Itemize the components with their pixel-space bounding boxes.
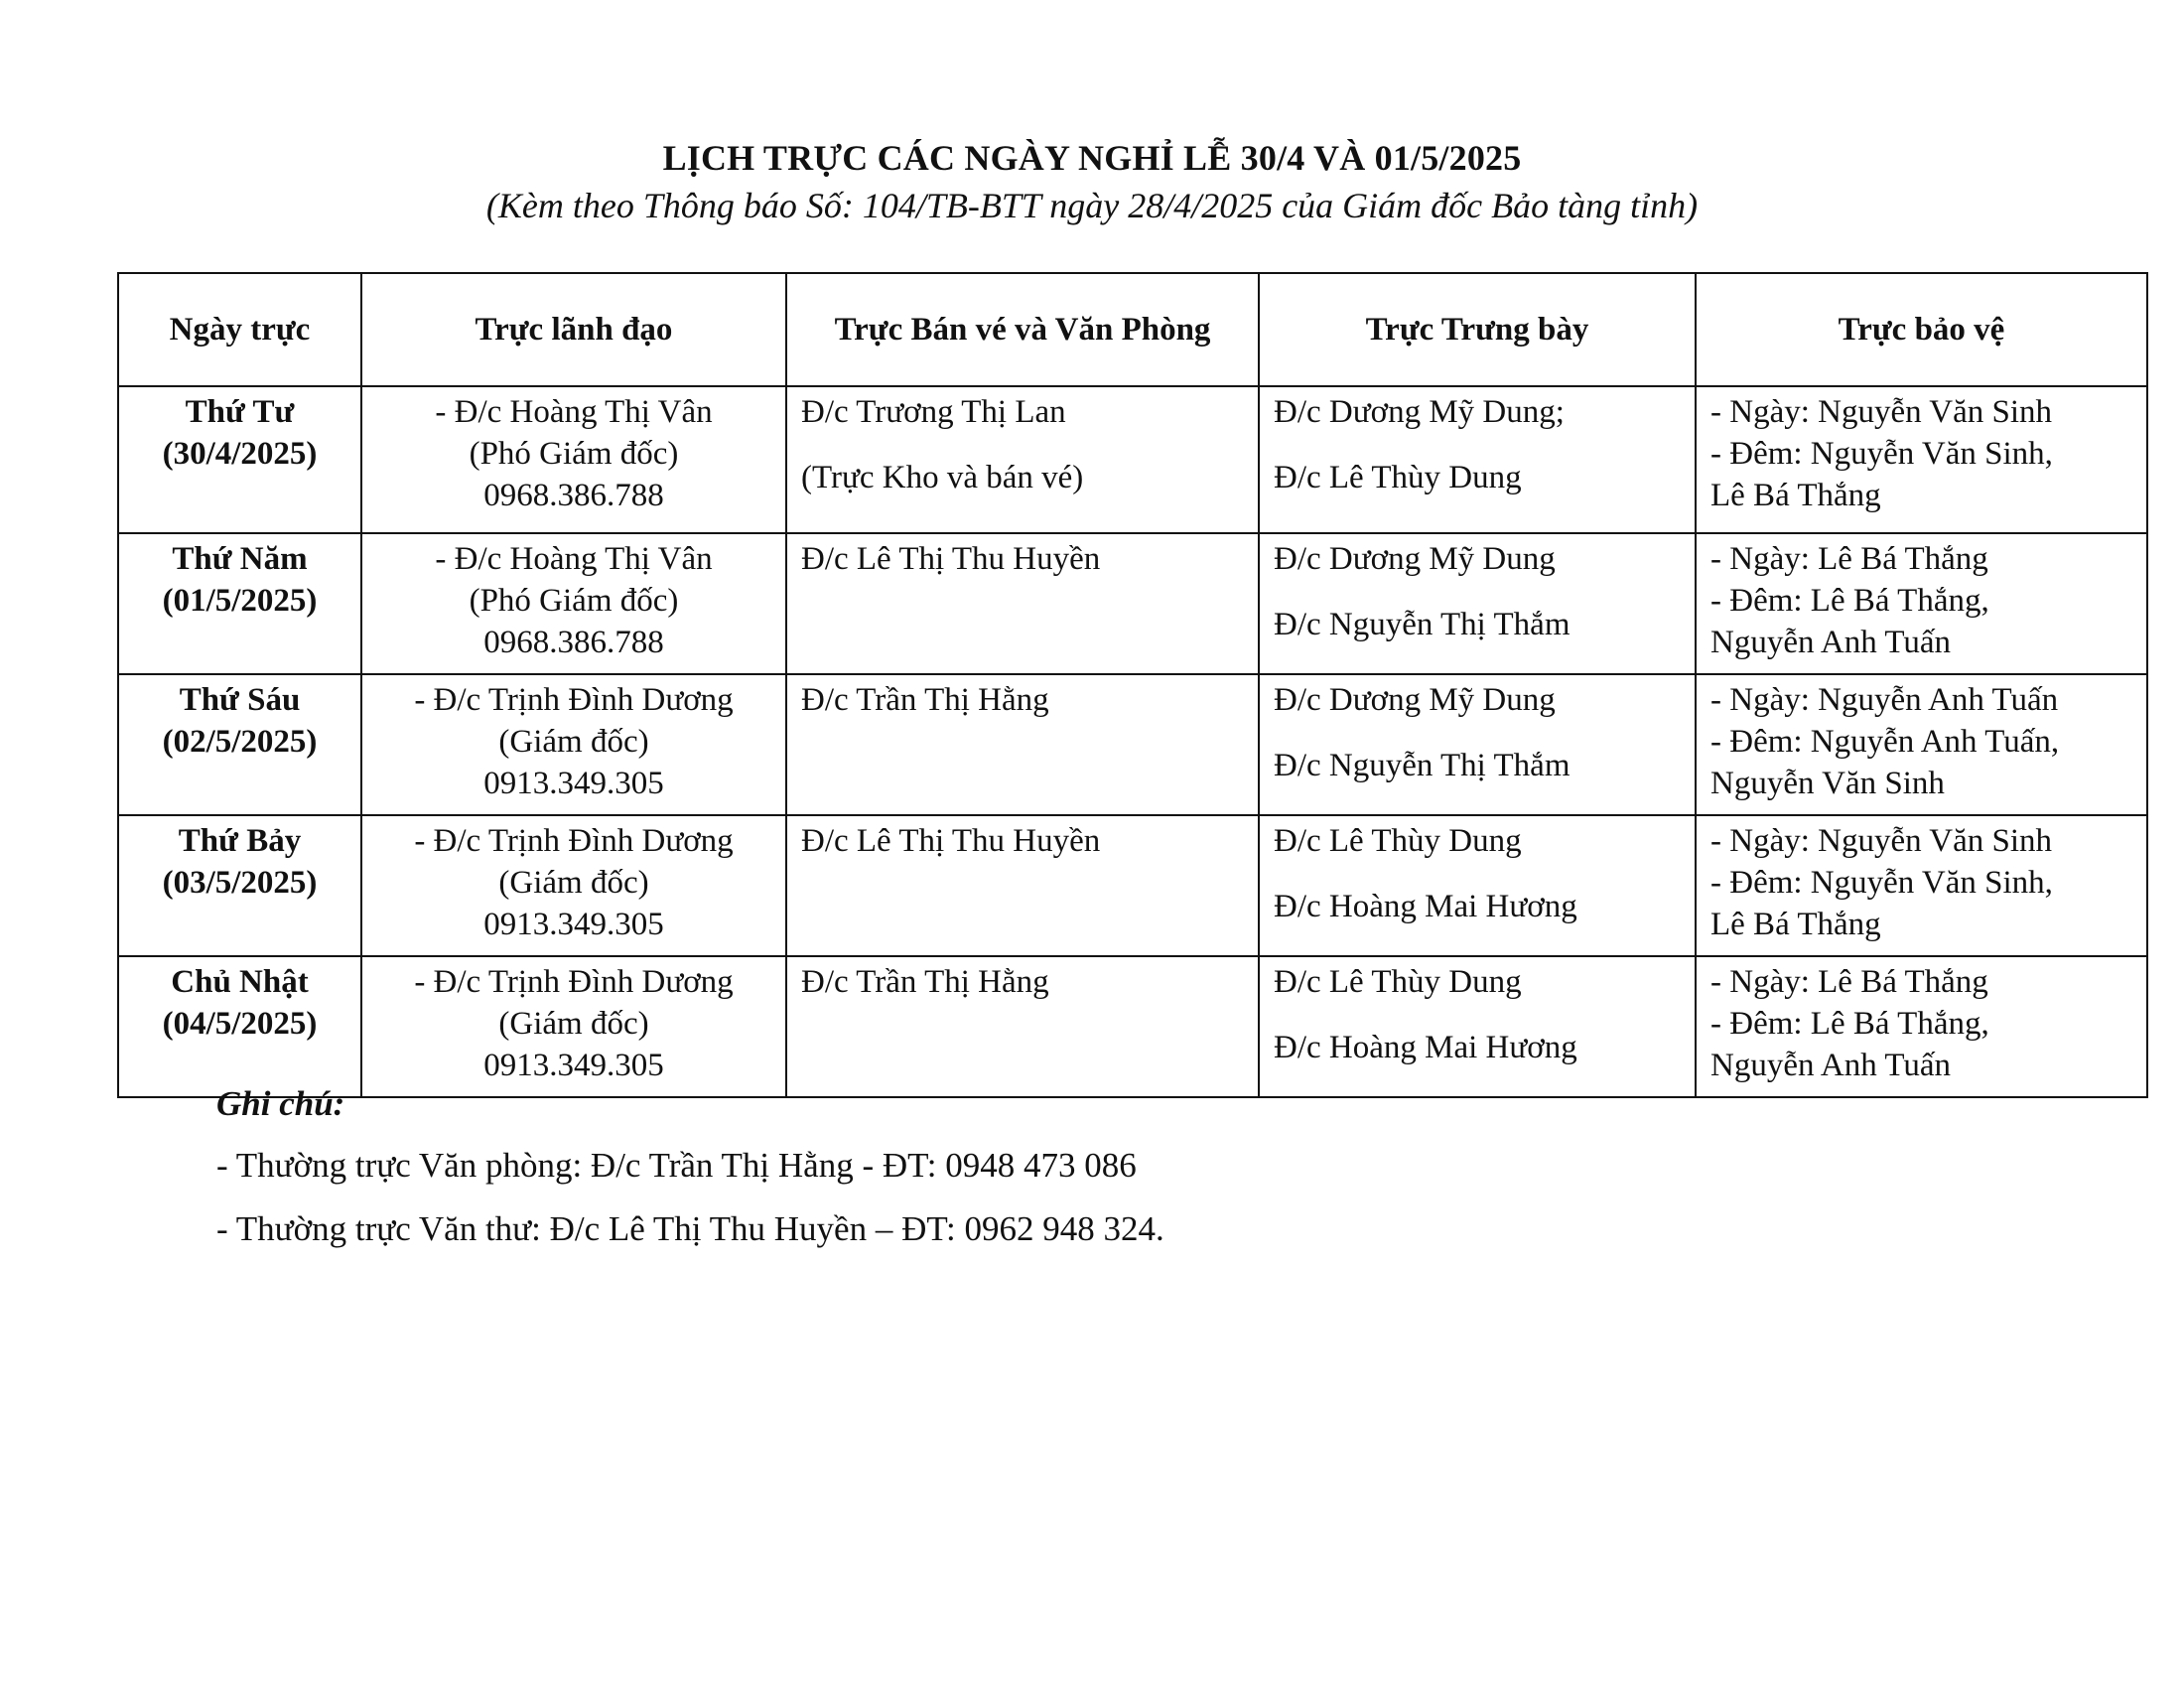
exhibition-staff: Đ/c Lê Thùy Dung [1274,823,1522,859]
security-day-shift: - Ngày: Nguyễn Văn Sinh [1710,823,2053,859]
leader-title: (Giám đốc) [498,865,649,901]
header-duty-day: Ngày trực [118,273,361,386]
leader-title: (Giám đốc) [498,724,649,760]
security-day-shift: - Ngày: Lê Bá Thắng [1710,541,1988,577]
leader-name: - Đ/c Trịnh Đình Dương [414,682,734,718]
security-cell [1696,956,2147,1097]
leader-title: (Phó Giám đốc) [469,583,679,619]
security-day-shift: - Ngày: Lê Bá Thắng [1710,964,1988,1000]
exhibition-staff: Đ/c Lê Thùy Dung [1274,964,1522,1000]
day-name: Thứ Tư [185,394,295,430]
leadership-cell [361,674,786,815]
ticket-office-cell [786,956,1259,1097]
day-name: Thứ Năm [172,541,308,577]
exhibition-staff: Đ/c Hoàng Mai Hương [1274,1030,1577,1065]
leadership-cell [361,386,786,533]
leader-name: - Đ/c Hoàng Thị Vân [435,394,713,430]
exhibition-staff: Đ/c Hoàng Mai Hương [1274,889,1577,924]
leader-title: (Giám đốc) [498,1006,649,1042]
table-row [118,674,2147,815]
security-cell [1696,674,2147,815]
security-night-shift: - Đêm: Lê Bá Thắng, [1710,1006,1989,1042]
day-cell [118,956,361,1097]
ticket-office-cell [786,386,1259,533]
leadership-cell [361,533,786,674]
exhibition-cell [1259,386,1696,533]
security-day-shift: - Ngày: Nguyễn Văn Sinh [1710,394,2053,430]
table-row [118,815,2147,956]
exhibition-cell [1259,533,1696,674]
ticket-staff: Đ/c Lê Thị Thu Huyền [801,823,1101,859]
header-ticket-office-duty: Trực Bán vé và Văn Phòng [786,273,1259,386]
security-cell [1696,815,2147,956]
day-cell [118,533,361,674]
leadership-cell [361,815,786,956]
ticket-staff: Đ/c Trần Thị Hằng [801,964,1049,1000]
ticket-office-cell [786,533,1259,674]
note-item: - Thường trực Văn phòng: Đ/c Trần Thị Hằng - ĐT: 0948 473 086 [216,1146,1137,1185]
day-name: Thứ Sáu [179,682,301,718]
security-cell [1696,386,2147,533]
exhibition-staff: Đ/c Dương Mỹ Dung; [1274,394,1565,430]
ticket-office-cell [786,815,1259,956]
notes-section [216,1084,1164,1273]
day-date: (02/5/2025) [162,724,318,760]
day-date: (30/4/2025) [162,436,318,472]
ticket-office-cell [786,674,1259,815]
header-exhibition-duty: Trực Trưng bày [1259,273,1696,386]
ticket-staff: Đ/c Lê Thị Thu Huyền [801,541,1101,577]
security-night-shift: - Đêm: Nguyễn Văn Sinh, [1710,436,2053,472]
ticket-staff: Đ/c Trần Thị Hằng [801,682,1049,718]
duty-schedule-table [117,272,2148,1098]
leader-phone: 0968.386.788 [483,625,664,660]
table-row [118,386,2147,533]
header-leadership-duty: Trực lãnh đạo [361,273,786,386]
table-header-row [118,273,2147,386]
day-date: (04/5/2025) [162,1006,318,1042]
leader-phone: 0913.349.305 [483,1048,664,1083]
ticket-staff: Đ/c Trương Thị Lan [801,394,1066,430]
security-night-shift-cont: Lê Bá Thắng [1710,907,1881,942]
day-date: (01/5/2025) [162,583,318,619]
leader-name: - Đ/c Hoàng Thị Vân [435,541,713,577]
leader-phone: 0968.386.788 [483,478,664,513]
security-night-shift: - Đêm: Nguyễn Văn Sinh, [1710,865,2053,901]
exhibition-staff: Đ/c Nguyễn Thị Thắm [1274,607,1570,642]
leader-name: - Đ/c Trịnh Đình Dương [414,964,734,1000]
exhibition-staff: Đ/c Nguyễn Thị Thắm [1274,748,1570,783]
notes-heading: Ghi chú: [216,1084,345,1123]
document-title: LỊCH TRỰC CÁC NGÀY NGHỈ LỄ 30/4 VÀ 01/5/2025 [662,138,1522,178]
day-cell [118,815,361,956]
leader-phone: 0913.349.305 [483,766,664,801]
leader-phone: 0913.349.305 [483,907,664,942]
day-name: Chủ Nhật [171,964,309,1000]
security-night-shift-cont: Lê Bá Thắng [1710,478,1881,513]
security-night-shift-cont: Nguyễn Anh Tuấn [1710,625,1952,660]
exhibition-cell [1259,956,1696,1097]
ticket-staff-note: (Trực Kho và bán vé) [801,460,1084,495]
exhibition-staff: Đ/c Dương Mỹ Dung [1274,682,1556,718]
exhibition-cell [1259,674,1696,815]
day-name: Thứ Bảy [178,823,302,859]
security-cell [1696,533,2147,674]
document-subtitle: (Kèm theo Thông báo Số: 104/TB-BTT ngày 28/4/2025 của Giám đốc Bảo tàng tỉnh) [485,186,1699,225]
day-cell [118,674,361,815]
note-item: - Thường trực Văn thư: Đ/c Lê Thị Thu Huyền – ĐT: 0962 948 324. [216,1209,1164,1248]
header-security-duty: Trực bảo vệ [1696,273,2147,386]
exhibition-cell [1259,815,1696,956]
security-night-shift-cont: Nguyễn Anh Tuấn [1710,1048,1952,1083]
day-date: (03/5/2025) [162,865,318,901]
leader-name: - Đ/c Trịnh Đình Dương [414,823,734,859]
table-row [118,956,2147,1097]
exhibition-staff: Đ/c Dương Mỹ Dung [1274,541,1556,577]
security-night-shift: - Đêm: Nguyễn Anh Tuấn, [1710,724,2060,760]
exhibition-staff: Đ/c Lê Thùy Dung [1274,460,1522,495]
table-row [118,533,2147,674]
leader-title: (Phó Giám đốc) [469,436,679,472]
security-night-shift: - Đêm: Lê Bá Thắng, [1710,583,1989,619]
security-day-shift: - Ngày: Nguyễn Anh Tuấn [1710,682,2059,718]
leadership-cell [361,956,786,1097]
day-cell [118,386,361,533]
security-night-shift-cont: Nguyễn Văn Sinh [1710,766,1945,801]
